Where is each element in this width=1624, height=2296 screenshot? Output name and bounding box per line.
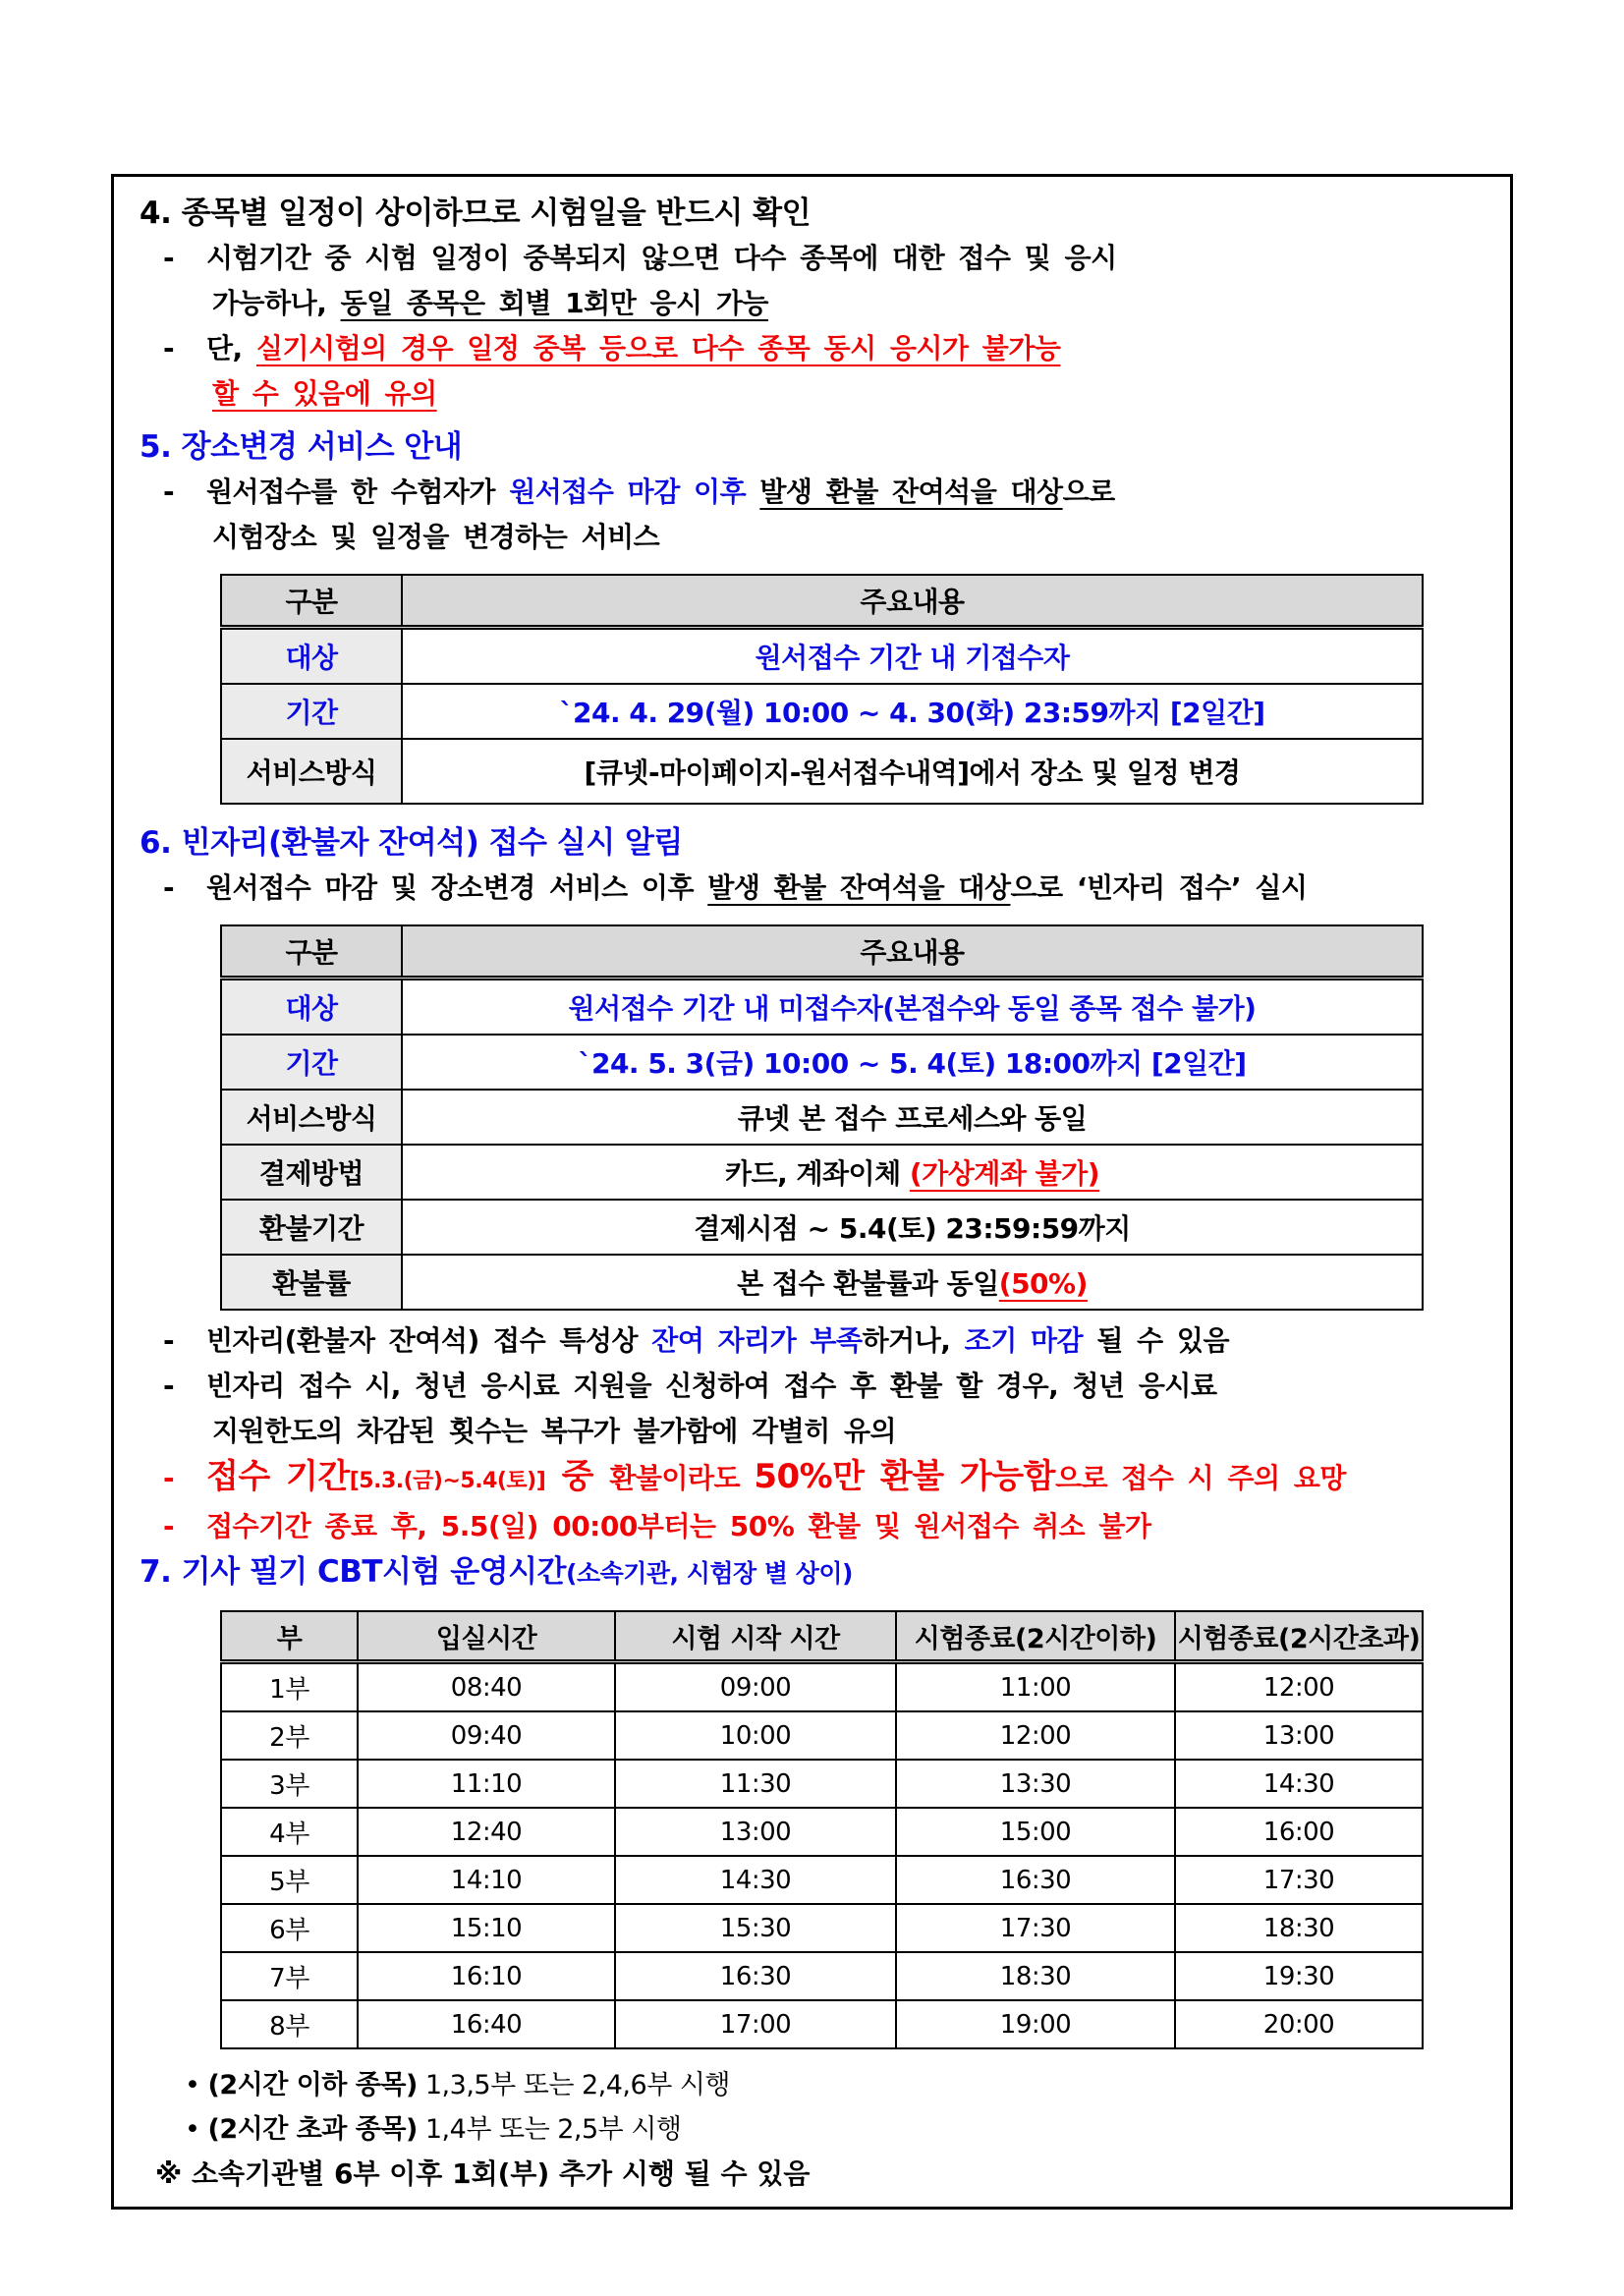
- cbt-table-cell: 3부: [221, 1760, 358, 1808]
- red-underlined-text: (50%): [998, 1267, 1088, 1300]
- row-value: [402, 1145, 1423, 1200]
- plain-text: 빈자리(환불자 잔여석) 접수 특성상: [206, 1324, 652, 1357]
- cbt-table-cell: 19:30: [1175, 1952, 1423, 2000]
- table-row-payment: [221, 1145, 1423, 1200]
- table-header-row: [221, 925, 1423, 979]
- row-label: 결제방법: [221, 1145, 402, 1200]
- table-row-period: [221, 1035, 1423, 1090]
- dash-marker: -: [163, 332, 175, 364]
- section-4-item-2-line-2: [140, 371, 1484, 417]
- red-underlined-text: (가상계좌 불가): [909, 1157, 1100, 1190]
- bullet-marker: •: [185, 2114, 200, 2145]
- cbt-table-cell: 13:30: [896, 1760, 1175, 1808]
- cbt-note-under-2h: [140, 2063, 1484, 2107]
- red-big-text: 중: [545, 1457, 610, 1496]
- red-big-text: 접수 기간: [206, 1457, 350, 1496]
- plain-text: 원서접수 마감 및 장소변경 서비스 이후: [206, 871, 708, 904]
- row-value: 원서접수 기간 내 미접수자(본접수와 동일 종목 접수 불가): [402, 979, 1423, 1036]
- section-7: [140, 1549, 1484, 2197]
- cbt-table-cell: 12:00: [896, 1711, 1175, 1760]
- dash-marker: -: [163, 871, 175, 904]
- underlined-text: 발생 환불 잔여석을 대상: [759, 476, 1063, 508]
- row-value: `24. 4. 29(월) 10:00 ~ 4. 30(화) 23:59까지 [2일간]: [402, 684, 1423, 739]
- plain-text: 1,3,5부 또는 2,4,6부 시행: [417, 2070, 731, 2100]
- cbt-column-header: 시험종료(2시간초과): [1175, 1611, 1423, 1662]
- cbt-column-header: 시험 시작 시간: [615, 1611, 896, 1662]
- row-label: 대상: [221, 979, 402, 1036]
- column-header-content: 주요내용: [402, 575, 1423, 628]
- table-row-refund-period: [221, 1200, 1423, 1255]
- row-label: 서비스방식: [221, 739, 402, 804]
- red-text: 으로 접수 시 주의 요망: [1054, 1462, 1346, 1494]
- section-7-heading-main: 7. 기사 필기 CBT시험 운영시간: [140, 1554, 567, 1590]
- dash-marker: -: [163, 1462, 175, 1494]
- row-label: 기간: [221, 684, 402, 739]
- cbt-table-cell: 16:10: [358, 1952, 615, 2000]
- column-header-division: 구분: [221, 575, 402, 628]
- cbt-table-cell: 13:00: [1175, 1711, 1423, 1760]
- cbt-schedule-table: [220, 1610, 1424, 2049]
- plain-text: 카드, 계좌이체: [724, 1157, 910, 1190]
- cbt-note-over-2h: [140, 2107, 1484, 2152]
- row-value: 결제시점 ~ 5.4(토) 23:59:59까지: [402, 1200, 1423, 1255]
- section-7-heading-sub: (소속기관, 시험장 별 상이): [566, 1559, 853, 1588]
- red-underlined-text: 할 수 있음에 유의: [212, 377, 437, 410]
- table-row-method: [221, 1090, 1423, 1145]
- cbt-table-body: [221, 1611, 1423, 2048]
- cbt-table-cell: 4부: [221, 1808, 358, 1856]
- cbt-note-extra-session: ※ 소속기관별 6부 이후 1회(부) 추가 시행 될 수 있음: [155, 2157, 811, 2190]
- cbt-table-row: [221, 1808, 1423, 1856]
- cbt-table-cell: 12:40: [358, 1808, 615, 1856]
- cbt-table-row: [221, 1952, 1423, 2000]
- cbt-table-row: [221, 1904, 1423, 1952]
- cbt-table-cell: 16:30: [615, 1952, 896, 2000]
- cbt-table-cell: 08:40: [358, 1662, 615, 1712]
- cbt-table-cell: 18:30: [1175, 1904, 1423, 1952]
- section-4-item-1-text: 시험기간 중 시험 일정이 중복되지 않으면 다수 종목에 대한 접수 및 응시: [206, 242, 1117, 274]
- cbt-table-cell: 18:30: [896, 1952, 1175, 2000]
- section-6: [140, 820, 1484, 1549]
- column-header-content: 주요내용: [402, 925, 1423, 979]
- section-4-item-1-line-2: [140, 281, 1484, 326]
- section-4-item-1-line-1: [140, 236, 1484, 281]
- underlined-text: 발생 환불 잔여석을 대상: [707, 871, 1011, 904]
- row-label: 환불률: [221, 1255, 402, 1310]
- section-4-item-2-line-1: [140, 326, 1484, 371]
- section-6-note-1: [140, 1318, 1484, 1364]
- section-4: [140, 191, 1484, 417]
- section-6-note-4: [140, 1504, 1484, 1549]
- blue-text: 잔여 자리가 부족: [651, 1324, 863, 1357]
- plain-text: 으로: [1062, 476, 1115, 508]
- table-row-refund-rate: [221, 1255, 1423, 1310]
- table-row-target: [221, 628, 1423, 685]
- dash-marker: -: [163, 476, 175, 508]
- cbt-table-cell: 16:00: [1175, 1808, 1423, 1856]
- cbt-table-cell: 13:00: [615, 1808, 896, 1856]
- plain-text: 하거나,: [862, 1324, 965, 1357]
- cbt-column-header: 시험종료(2시간이하): [896, 1611, 1175, 1662]
- section-6-note-2-line-1: [140, 1364, 1484, 1409]
- cbt-table-cell: 14:10: [358, 1856, 615, 1904]
- cbt-table-cell: 1부: [221, 1662, 358, 1712]
- plain-text: 1,4부 또는 2,5부 시행: [417, 2114, 682, 2145]
- table-row-method: [221, 739, 1423, 804]
- cbt-table-header-row: [221, 1611, 1423, 1662]
- section-6-item-line: [140, 866, 1484, 911]
- bullet-marker: •: [185, 2070, 200, 2100]
- section-5-item-line-2: 시험장소 및 일정을 변경하는 서비스: [212, 521, 660, 553]
- place-change-table: [220, 574, 1424, 805]
- row-value: [402, 1255, 1423, 1310]
- red-underlined-text: 실기시험의 경우 일정 중복 등으로 다수 종목 동시 응시가 불가능: [255, 332, 1061, 364]
- cbt-table-cell: 19:00: [896, 2000, 1175, 2048]
- plain-text: 원서접수를 한 수험자가: [206, 476, 510, 508]
- underlined-text: 동일 종목은 회별 1회만 응시 가능: [340, 287, 768, 319]
- cbt-table-cell: 12:00: [1175, 1662, 1423, 1712]
- cbt-table-cell: 2부: [221, 1711, 358, 1760]
- red-small-text: [5.3.(금)~5.4(토)]: [349, 1469, 546, 1493]
- cbt-table-cell: 14:30: [615, 1856, 896, 1904]
- plain-text: 가능하나,: [212, 287, 341, 319]
- cbt-table-cell: 5부: [221, 1856, 358, 1904]
- cbt-table-cell: 20:00: [1175, 2000, 1423, 2048]
- plain-text: 될 수 있음: [1083, 1324, 1230, 1357]
- dash-marker: -: [163, 1370, 175, 1402]
- cbt-table-cell: 17:00: [615, 2000, 896, 2048]
- plain-text: 빈자리 접수 시, 청년 응시료 지원을 신청하여 접수 후 환불 할 경우, 청년 응시료: [206, 1370, 1217, 1402]
- row-value: `24. 5. 3(금) 10:00 ~ 5. 4(토) 18:00까지 [2일간]: [402, 1035, 1423, 1090]
- dash-marker: -: [163, 1324, 175, 1357]
- cbt-table-cell: 09:00: [615, 1662, 896, 1712]
- cbt-table-cell: 16:40: [358, 2000, 615, 2048]
- cbt-table-row: [221, 1760, 1423, 1808]
- cbt-table-cell: 11:30: [615, 1760, 896, 1808]
- red-text: 환불이라도: [609, 1462, 755, 1494]
- section-6-heading: 6. 빈자리(환불자 잔여석) 접수 실시 알림: [140, 825, 683, 861]
- cbt-table-row: [221, 2000, 1423, 2048]
- cbt-table-cell: 11:10: [358, 1760, 615, 1808]
- blue-text: 조기 마감: [964, 1324, 1084, 1357]
- table-row-period: [221, 684, 1423, 739]
- vacancy-table: [220, 924, 1424, 1311]
- cbt-table-row: [221, 1662, 1423, 1712]
- cbt-table-cell: 11:00: [896, 1662, 1175, 1712]
- cbt-table-cell: 15:00: [896, 1808, 1175, 1856]
- cbt-table-cell: 17:30: [896, 1904, 1175, 1952]
- red-text: 접수기간 종료 후, 5.5(일) 00:00부터는 50% 환불 및 원서접수 취소 불가: [206, 1510, 1151, 1542]
- section-5: [140, 424, 1484, 805]
- bold-text: (2시간 이하 종목): [207, 2070, 418, 2100]
- table-header-row: [221, 575, 1423, 628]
- row-label: 기간: [221, 1035, 402, 1090]
- dash-marker: -: [163, 242, 175, 274]
- plain-text: 으로 ‘빈자리 접수’ 실시: [1010, 871, 1308, 904]
- table-row-target: [221, 979, 1423, 1036]
- notice-document: [111, 174, 1513, 2210]
- cbt-table-cell: 16:30: [896, 1856, 1175, 1904]
- cbt-table-row: [221, 1856, 1423, 1904]
- cbt-table-cell: 15:10: [358, 1904, 615, 1952]
- cbt-table-cell: 17:30: [1175, 1856, 1423, 1904]
- row-value: 큐넷 본 접수 프로세스와 동일: [402, 1090, 1423, 1145]
- row-value: 원서접수 기간 내 기접수자: [402, 628, 1423, 685]
- plain-text: 본 접수 환불률과 동일: [737, 1267, 999, 1300]
- blue-text: 원서접수 마감 이후: [509, 476, 760, 508]
- row-value: [큐넷-마이페이지-원서접수내역]에서 장소 및 일정 변경: [402, 739, 1423, 804]
- dash-marker: -: [163, 1510, 175, 1542]
- cbt-column-header: 입실시간: [358, 1611, 615, 1662]
- section-6-note-2-line-2: 지원한도의 차감된 횟수는 복구가 불가함에 각별히 유의: [212, 1415, 897, 1447]
- section-5-item-line-1: [140, 470, 1484, 515]
- cbt-table-cell: 6부: [221, 1904, 358, 1952]
- column-header-division: 구분: [221, 925, 402, 979]
- cbt-table-cell: 14:30: [1175, 1760, 1423, 1808]
- row-label: 대상: [221, 628, 402, 685]
- section-5-heading: 5. 장소변경 서비스 안내: [140, 429, 463, 465]
- cbt-table-cell: 09:40: [358, 1711, 615, 1760]
- section-7-heading: [140, 1549, 1484, 1596]
- plain-text: 단,: [206, 332, 256, 364]
- bold-text: (2시간 초과 종목): [207, 2114, 418, 2145]
- row-label: 환불기간: [221, 1200, 402, 1255]
- row-label: 서비스방식: [221, 1090, 402, 1145]
- cbt-table-cell: 7부: [221, 1952, 358, 2000]
- cbt-table-cell: 8부: [221, 2000, 358, 2048]
- cbt-table-row: [221, 1711, 1423, 1760]
- section-4-heading: 4. 종목별 일정이 상이하므로 시험일을 반드시 확인: [140, 196, 812, 231]
- section-6-note-3: [140, 1454, 1484, 1504]
- red-big-text: 50%만 환불 가능함: [754, 1457, 1055, 1496]
- cbt-table-cell: 10:00: [615, 1711, 896, 1760]
- cbt-column-header: 부: [221, 1611, 358, 1662]
- cbt-table-cell: 15:30: [615, 1904, 896, 1952]
